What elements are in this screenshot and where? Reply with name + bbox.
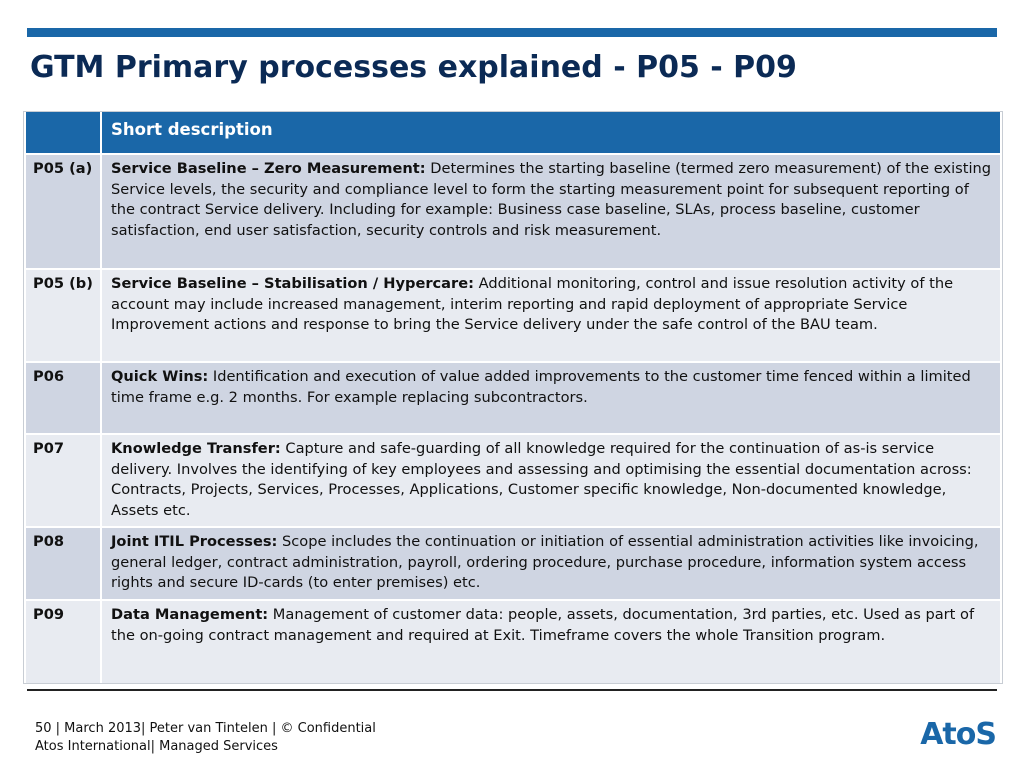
process-text: Management of customer data: people, assets, documentation, 3rd parties, etc. Used as part of the on-going contract management and required at Exit. Timeframe covers the whole Transition program. xyxy=(111,606,975,644)
process-text: Determines the starting baseline (termed zero measurement) of the existing Service levels, the security and compliance level to form the starting measurement point for subsequent reporting of the contract Service delivery. Including for example: Business case baseline, SLAs, process baseline, customer satisfaction, end user satisfaction, security controls and risk measurement. xyxy=(111,160,992,239)
process-description xyxy=(101,362,1001,434)
process-id: P05 (b) xyxy=(25,269,101,362)
process-term: Data Management: xyxy=(111,606,269,623)
process-id: P09 xyxy=(25,600,101,683)
process-term: Joint ITIL Processes: xyxy=(111,533,278,550)
process-text: Capture and safe-guarding of all knowledge required for the continuation of as-is service delivery. Involves the identifying of key employees and assessing and optimising the essential documentation across: Contracts, Projects, Services, Processes, Applications, Customer specific knowledge, Non-documented knowledge, Assets etc. xyxy=(111,440,972,519)
table-header-row xyxy=(25,112,1001,154)
slide-title: GTM Primary processes explained - P05 - P09 xyxy=(30,50,797,85)
process-table-container xyxy=(23,111,1003,684)
table-row xyxy=(25,600,1001,683)
table-row xyxy=(25,527,1001,600)
process-id: P07 xyxy=(25,434,101,527)
process-description xyxy=(101,154,1001,269)
process-description xyxy=(101,434,1001,527)
footer xyxy=(35,720,376,756)
header-description-cell: Short description xyxy=(101,112,1001,154)
process-term: Service Baseline – Zero Measurement: xyxy=(111,160,426,177)
table-row xyxy=(25,434,1001,527)
process-id: P05 (a) xyxy=(25,154,101,269)
process-text: Scope includes the continuation or initiation of essential administration activities like invoicing, general ledger, contract administration, payroll, ordering procedure, purchase procedure, information system access rights and secure ID-cards (to enter premises) etc. xyxy=(111,533,979,591)
process-id: P08 xyxy=(25,527,101,600)
atos-logo: AtoS xyxy=(920,717,996,752)
process-description xyxy=(101,527,1001,600)
process-table xyxy=(24,112,1002,683)
table-row xyxy=(25,154,1001,269)
footer-divider xyxy=(27,689,997,691)
header-id-cell xyxy=(25,112,101,154)
process-description xyxy=(101,269,1001,362)
process-term: Service Baseline – Stabilisation / Hypercare: xyxy=(111,275,474,292)
process-text: Additional monitoring, control and issue resolution activity of the account may include increased management, interim reporting and rapid deployment of appropriate Service Improvement actions and response to bring the Service delivery under the safe control of the BAU team. xyxy=(111,275,954,333)
table-row xyxy=(25,269,1001,362)
process-id: P06 xyxy=(25,362,101,434)
process-term: Knowledge Transfer: xyxy=(111,440,281,457)
footer-line-2: Atos International| Managed Services xyxy=(35,739,278,754)
process-term: Quick Wins: xyxy=(111,368,209,385)
process-description xyxy=(101,600,1001,683)
top-accent-bar xyxy=(27,28,997,37)
process-text: Identification and execution of value added improvements to the customer time fenced within a limited time frame e.g. 2 months. For example replacing subcontractors. xyxy=(111,368,971,406)
table-row xyxy=(25,362,1001,434)
footer-line-1: 50 | March 2013| Peter van Tintelen | © Confidential xyxy=(35,721,376,736)
